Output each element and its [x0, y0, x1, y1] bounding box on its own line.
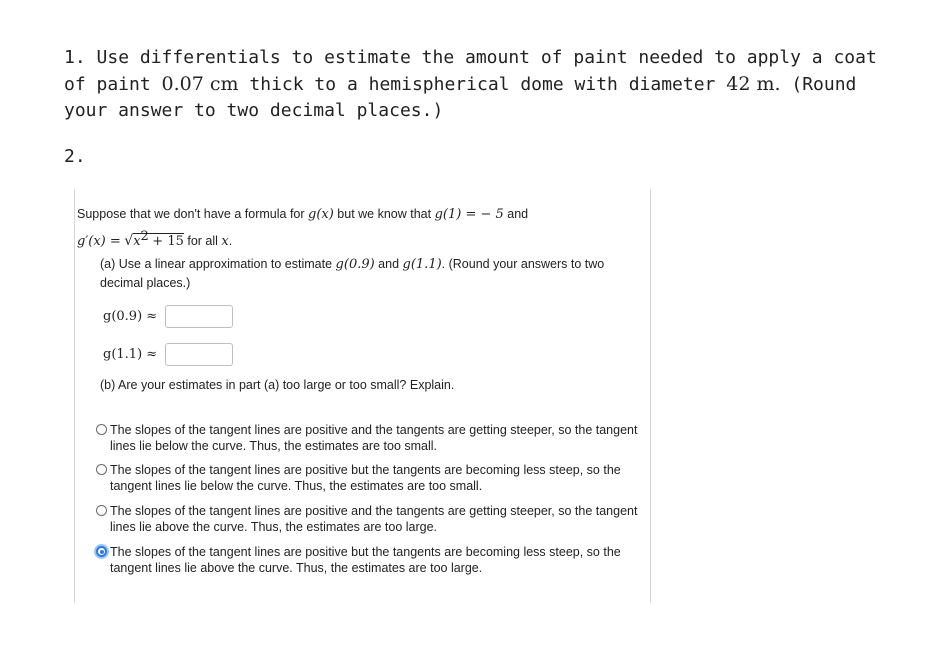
option-1[interactable]: [96, 422, 641, 454]
math-g-prime: g′(x) =: [77, 234, 121, 250]
math-g-of-x: g(x): [308, 207, 334, 222]
math-x-var: x: [221, 234, 229, 250]
option-2[interactable]: [96, 462, 641, 494]
option-3-text: The slopes of the tangent lines are positive and the tangents are getting steeper, so the tangent lines lie above the curve. Thus, the estimates are too large.: [110, 504, 638, 534]
answer-label-g09: g(0.9) ≈: [103, 308, 158, 324]
math-plus-15: + 15: [152, 234, 184, 250]
question-1-text-b: thick to a hemispherical dome with diameter: [249, 74, 716, 95]
dome-diameter: 42 m.: [726, 73, 781, 95]
part-b-prompt: (b) Are your estimates in part (a) too large or too small? Explain.: [100, 378, 455, 392]
question-1-number: 1.: [64, 47, 86, 68]
part-a-prompt: [100, 255, 620, 292]
answer-input-g11[interactable]: [165, 343, 233, 366]
intro-text-c: and: [507, 207, 529, 221]
sqrt-symbol: √: [124, 233, 134, 250]
question-1-text-a: Use differentials to estimate the amount of paint needed to apply a coat of paint: [64, 47, 877, 95]
intro-period: .: [228, 234, 233, 249]
answer-input-g09[interactable]: [165, 305, 233, 328]
math-g09: g(0.9): [335, 257, 375, 272]
option-2-text: The slopes of the tangent lines are positive but the tangents are becoming less steep, so the tangent lines lie below the curve. Thus, the estimates are too small.: [110, 463, 621, 493]
answer-row-g11: [103, 342, 233, 366]
radio-option-4-selected[interactable]: [96, 546, 107, 557]
question-2-panel: [74, 189, 651, 603]
math-g11: g(1.1): [402, 257, 442, 272]
radio-option-3[interactable]: [96, 505, 107, 516]
part-a-text: (a) Use a linear approximation to estimate: [100, 257, 333, 271]
question-1: [64, 45, 884, 124]
radio-option-1[interactable]: [96, 424, 107, 435]
option-3[interactable]: [96, 503, 641, 535]
option-4-text: The slopes of the tangent lines are positive but the tangents are becoming less steep, so the tangent lines lie above the curve. Thus, the estimates are too large.: [110, 545, 621, 575]
answer-row-g09: [103, 304, 233, 328]
answer-label-g11: g(1.1) ≈: [103, 346, 158, 362]
question-1-text-c: (Round your answer to two decimal places.): [64, 74, 857, 121]
paint-thickness: 0.07 cm: [161, 73, 239, 95]
option-1-text: The slopes of the tangent lines are positive and the tangents are getting steeper, so the tangent lines lie below the curve. Thus, the estimates are too small.: [110, 423, 638, 453]
radio-option-2[interactable]: [96, 464, 107, 475]
option-4[interactable]: [96, 544, 641, 576]
math-exponent: 2: [140, 229, 149, 244]
part-a-end: . (Round your answers to two decimal places.): [100, 257, 605, 290]
intro-text-b: but we know that: [337, 207, 432, 221]
question-2-intro: [77, 203, 597, 253]
question-2-number: 2.: [64, 146, 86, 167]
intro-text-a: Suppose that we don't have a formula for: [77, 207, 305, 221]
math-g1-value: g(1) = − 5: [434, 207, 504, 222]
sqrt-radicand: [133, 229, 184, 250]
math-x: x: [133, 234, 141, 250]
intro-text-d: for all: [187, 234, 218, 249]
part-a-and: and: [378, 257, 400, 271]
